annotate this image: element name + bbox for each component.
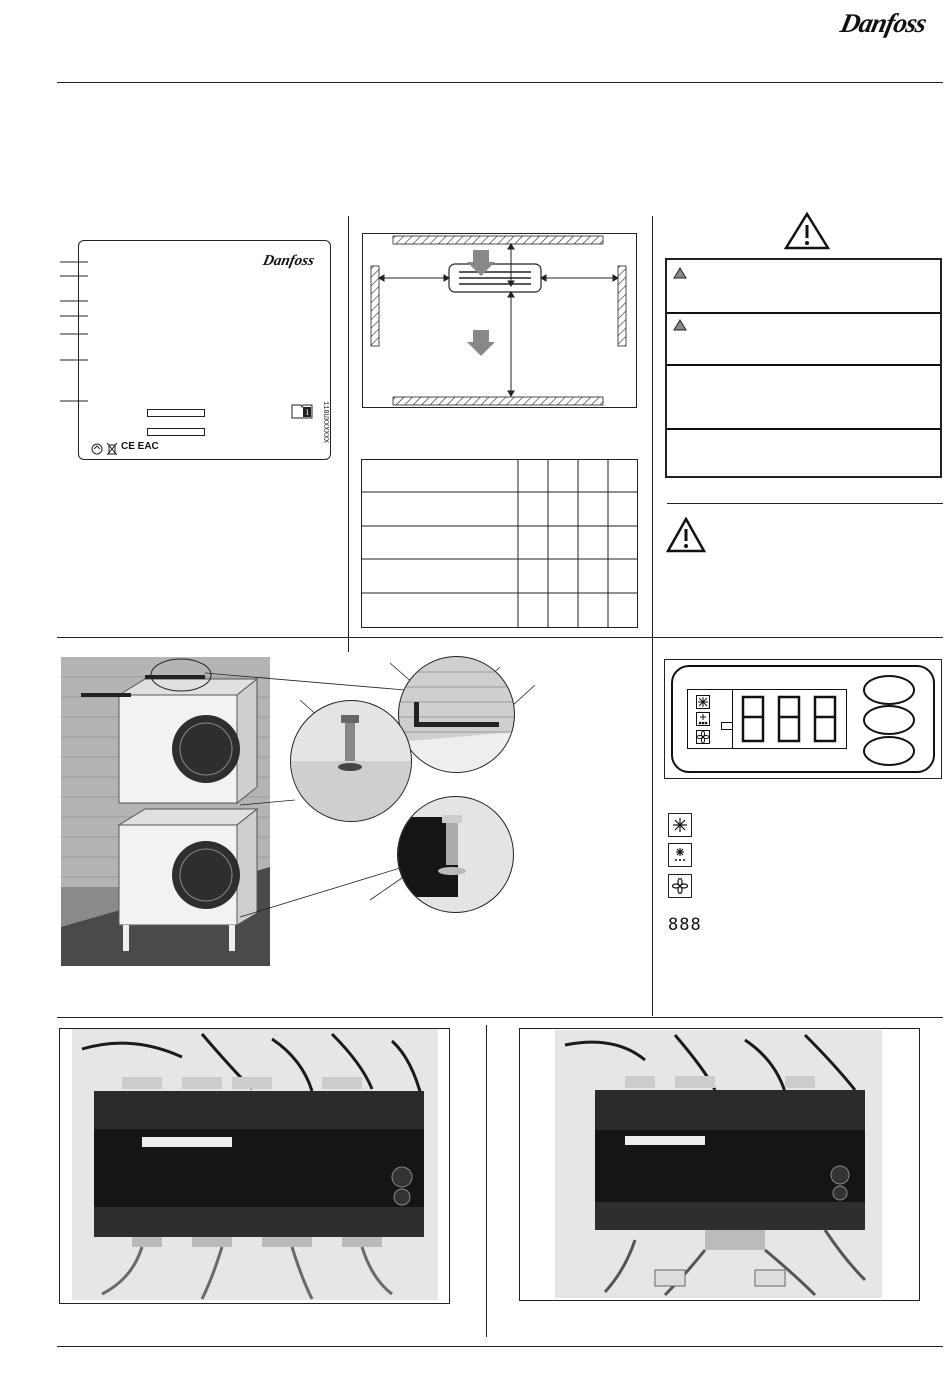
detail-bolt-circle-2	[397, 796, 514, 913]
detail-bracket-circle	[398, 656, 515, 773]
nameplate-field-2	[147, 428, 205, 436]
snowflake-icon	[696, 695, 710, 709]
warning-triangle-icon	[784, 212, 830, 250]
display-icon-divider	[732, 689, 733, 749]
column-divider-2	[652, 216, 653, 1016]
section-divider-1	[57, 637, 943, 638]
warning-box-divider-1	[667, 312, 940, 314]
legend-snowflake-icon	[668, 813, 692, 837]
fan-icon	[696, 730, 710, 744]
set-button[interactable]	[863, 705, 915, 735]
up-button[interactable]	[863, 675, 915, 705]
nameplate-arrows	[60, 250, 90, 410]
warning-box-divider-2	[667, 364, 940, 366]
svg-text:i: i	[306, 408, 309, 417]
nameplate	[78, 240, 331, 460]
controller-photo-left	[72, 1029, 438, 1300]
down-button[interactable]	[863, 736, 915, 766]
weee-bin-icon	[107, 442, 117, 454]
warning-box	[665, 258, 942, 478]
recycle-icon	[91, 442, 103, 454]
warning-small-icon-1	[673, 266, 687, 278]
info-book-icon	[291, 403, 313, 419]
column-divider-3	[486, 1025, 487, 1337]
seven-segment-digits	[739, 694, 847, 746]
detail-bolt-circle-1	[290, 700, 412, 822]
section-divider-2	[57, 1017, 943, 1018]
legend-digits: 888	[668, 915, 702, 935]
header-divider	[57, 82, 943, 83]
warning-separator	[667, 503, 943, 504]
column-divider-1	[348, 216, 349, 652]
footer-divider	[57, 1346, 943, 1347]
clearance-table	[361, 459, 638, 628]
warning-box-divider-3	[667, 428, 940, 430]
legend-fan-icon	[668, 874, 692, 898]
legend-defrost-icon	[668, 843, 692, 867]
brand-logo: Danfoss	[837, 8, 929, 38]
controller-photo-right	[555, 1030, 882, 1298]
display-panel	[664, 659, 942, 779]
warning-small-icon-2	[673, 318, 687, 330]
caution-triangle-icon	[666, 517, 706, 553]
clearance-diagram	[362, 233, 637, 408]
defrost-icon	[696, 712, 710, 726]
display-indicator	[721, 722, 733, 730]
nameplate-code: 118UXXXXXX	[321, 401, 329, 444]
nameplate-logo: Danfoss	[261, 253, 316, 269]
cert-marks: CE EAC	[121, 441, 159, 452]
clearance-drawing	[363, 234, 638, 409]
nameplate-field-1	[147, 409, 205, 417]
